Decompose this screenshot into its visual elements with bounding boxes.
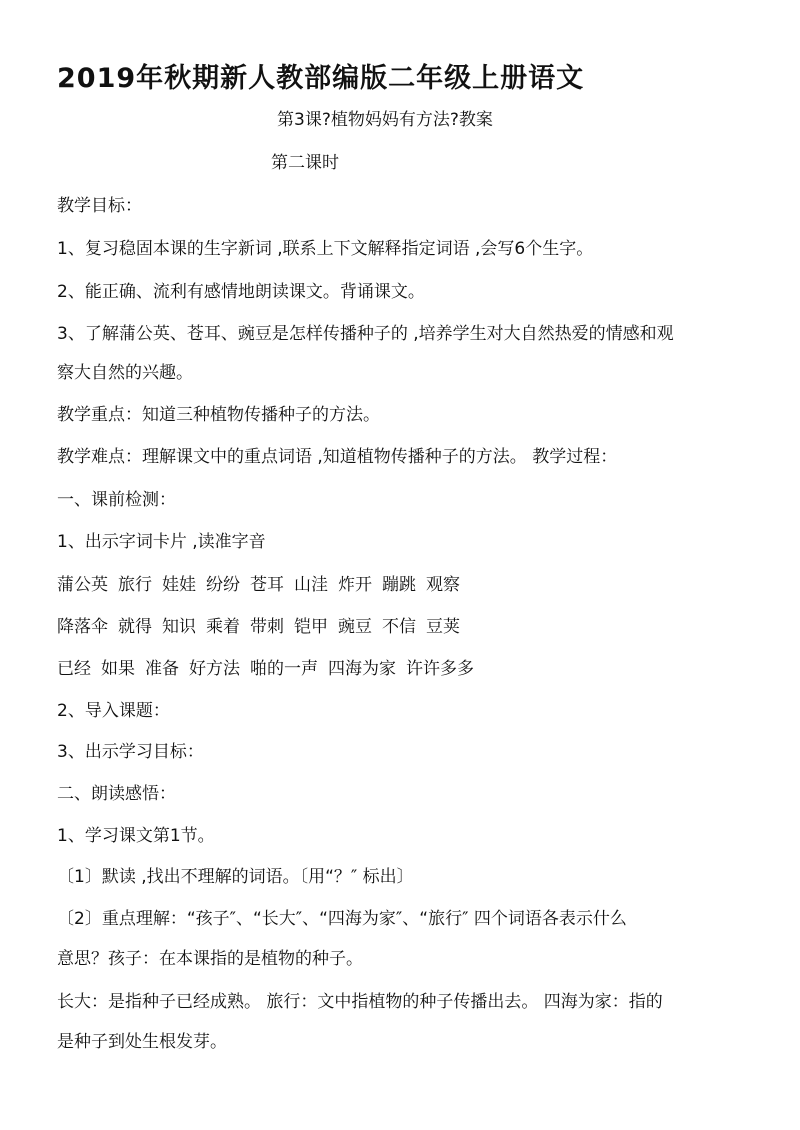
vocab-word: 蹦跳 xyxy=(382,575,416,595)
explanation-line-1: 长大：是指种子已经成熟。 旅行：文中指植物的种子传播出去。 四海为家：指的 xyxy=(57,992,663,1012)
step-1-1: 1、出示字词卡片 ,读准字音 xyxy=(57,532,266,552)
vocab-word: 四海为家 xyxy=(328,659,396,679)
vocab-word: 豌豆 xyxy=(338,617,372,637)
vocab-word: 蒲公英 xyxy=(57,575,108,595)
objectives-heading: 教学目标： xyxy=(57,196,142,216)
vocab-word: 如果 xyxy=(101,659,135,679)
words-row-3 xyxy=(57,658,748,680)
vocab-word: 乘着 xyxy=(206,617,240,637)
vocab-word: 炸开 xyxy=(338,575,372,595)
objective-1: 1、复习稳固本课的生字新词 ,联系上下文解释指定词语 ,会写6个生字。 xyxy=(57,239,594,259)
vocab-word: 纷纷 xyxy=(206,575,240,595)
step-2-1: 1、学习课文第1节。 xyxy=(57,826,215,846)
vocab-word: 知识 xyxy=(162,617,196,637)
objective-2: 2、能正确、流利有感情地朗读课文。背诵课文。 xyxy=(57,282,425,302)
vocab-word: 苍耳 xyxy=(250,575,284,595)
lesson-period: 第二课时 xyxy=(271,153,339,173)
vocab-word: 观察 xyxy=(426,575,460,595)
difficulty-and-process: 教学难点：理解课文中的重点词语 ,知道植物传播种子的方法。 教学过程： xyxy=(57,447,618,467)
vocab-word: 旅行 xyxy=(118,575,152,595)
step-1-3: 3、出示学习目标： xyxy=(57,742,204,762)
vocab-word: 娃娃 xyxy=(162,575,196,595)
objective-3-line-1: 3、了解蒲公英、苍耳、豌豆是怎样传播种子的 ,培养学生对大自然热爱的情感和观 xyxy=(57,324,674,344)
words-row-1 xyxy=(57,574,748,596)
sub-item-2-line-1: 〔2〕重点理解：“孩子″、“长大″、“四海为家″、“旅行″ 四个词语各表示什么 xyxy=(57,909,627,929)
vocab-word: 山洼 xyxy=(294,575,328,595)
vocab-word: 降落伞 xyxy=(57,617,108,637)
vocab-word: 啪的一声 xyxy=(250,659,318,679)
vocab-word: 带刺 xyxy=(250,617,284,637)
vocab-word: 就得 xyxy=(118,617,152,637)
key-point: 教学重点：知道三种植物传播种子的方法。 xyxy=(57,405,380,425)
vocab-word: 铠甲 xyxy=(294,617,328,637)
section-1-heading: 一、课前检测： xyxy=(57,490,176,510)
step-1-2: 2、导入课题： xyxy=(57,701,170,721)
vocab-word: 好方法 xyxy=(189,659,240,679)
objective-3-line-2: 察大自然的兴趣。 xyxy=(57,363,193,383)
explanation-line-2: 是种子到处生根发芽。 xyxy=(57,1032,227,1052)
document-title: 2019年秋期新人教部编版二年级上册语文 xyxy=(57,63,585,94)
vocab-word: 准备 xyxy=(145,659,179,679)
vocab-word: 豆荚 xyxy=(426,617,460,637)
lesson-subtitle: 第3课?植物妈妈有方法?教案 xyxy=(277,110,493,130)
vocab-word: 已经 xyxy=(57,659,91,679)
vocab-word: 许许多多 xyxy=(406,659,474,679)
sub-item-2-line-2: 意思？孩子：在本课指的是植物的种子。 xyxy=(57,949,363,969)
words-row-2 xyxy=(57,616,748,638)
vocab-word: 不信 xyxy=(382,617,416,637)
section-2-heading: 二、朗读感悟： xyxy=(57,784,176,804)
sub-item-1: 〔1〕默读 ,找出不理解的词语。〔用“？″ 标出〕 xyxy=(57,867,414,887)
